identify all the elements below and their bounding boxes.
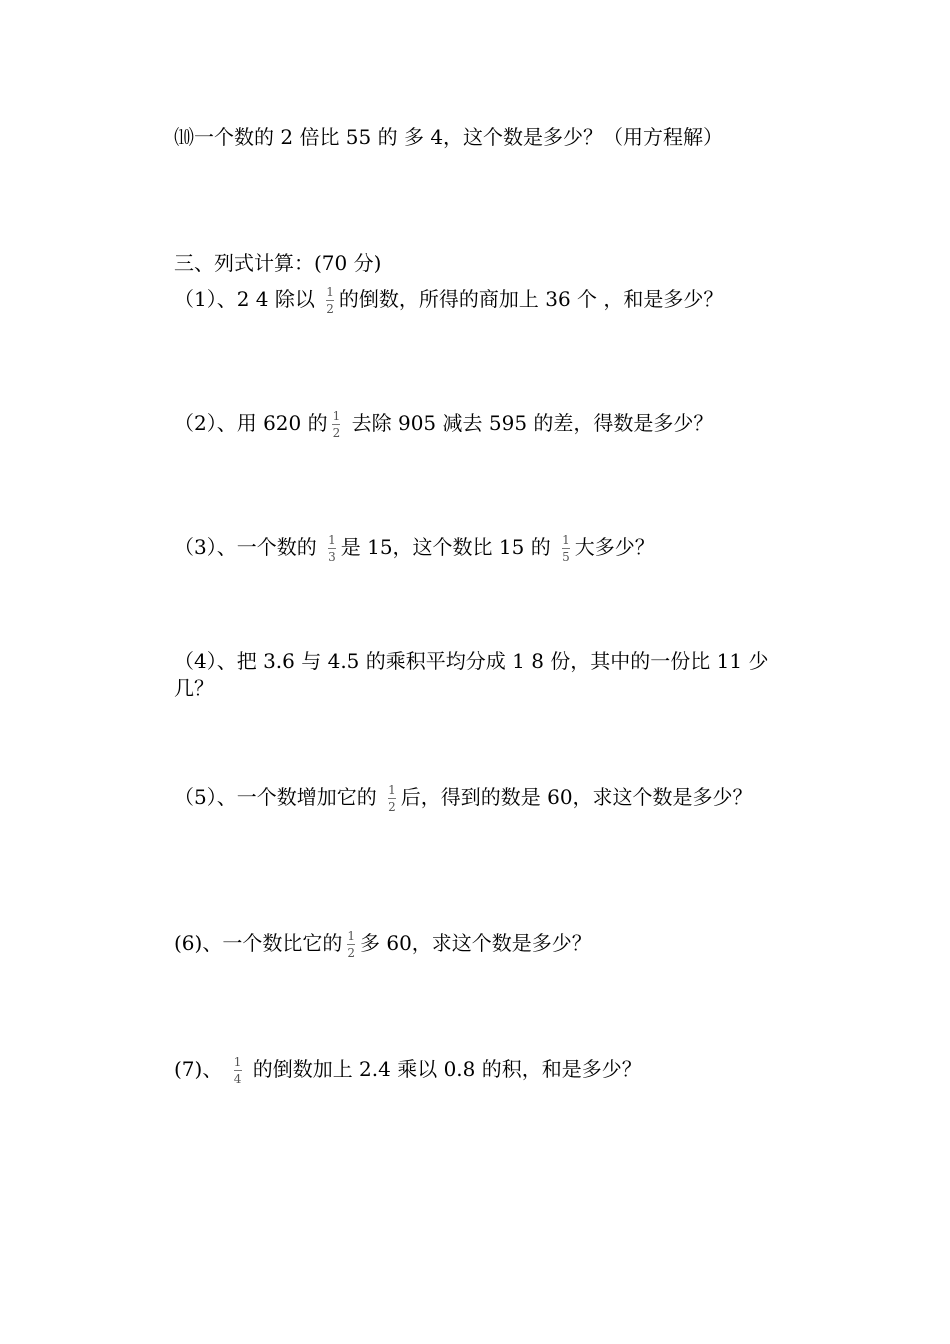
question-5 bbox=[174, 784, 753, 813]
question-4-line-2 bbox=[174, 675, 214, 701]
fraction-bar bbox=[332, 424, 340, 425]
fraction-bar bbox=[388, 798, 396, 799]
fraction-denominator: 2 bbox=[388, 800, 396, 814]
fraction-denominator: 3 bbox=[328, 550, 336, 564]
question-1 bbox=[174, 286, 723, 315]
fraction-1-2 bbox=[387, 784, 397, 813]
fraction-1-3 bbox=[327, 534, 337, 563]
fraction-bar bbox=[234, 1070, 242, 1071]
fraction-numerator: 1 bbox=[328, 533, 336, 547]
question-1-text-a: （1）、2 4 除以 bbox=[174, 287, 315, 311]
question-5-text-b: 后，得到的数是 60，求这个数是多少？ bbox=[400, 785, 753, 809]
question-10 bbox=[174, 124, 723, 150]
fraction-numerator: 1 bbox=[332, 409, 341, 423]
question-6-text-a: (6)、一个数比它的 bbox=[174, 931, 343, 955]
fraction-1-2 bbox=[325, 286, 335, 315]
question-6 bbox=[174, 930, 592, 959]
fraction-numerator: 1 bbox=[388, 783, 396, 797]
question-6-text-b: 多 60，求这个数是多少？ bbox=[359, 931, 592, 955]
question-2-text-b: 去除 905 减去 595 的差，得数是多少？ bbox=[351, 411, 714, 435]
fraction-1-4 bbox=[233, 1056, 243, 1085]
fraction-bar bbox=[347, 944, 355, 945]
fraction-1-2 bbox=[346, 930, 356, 959]
fraction-denominator: 2 bbox=[326, 302, 334, 316]
question-2-text-a: （2）、用 620 的 bbox=[174, 411, 328, 435]
question-2 bbox=[174, 410, 713, 439]
fraction-denominator: 5 bbox=[562, 550, 570, 564]
question-5-text-a: （5）、一个数增加它的 bbox=[174, 785, 377, 809]
fraction-1-2 bbox=[332, 410, 342, 439]
question-3 bbox=[174, 534, 655, 563]
section-3-heading bbox=[174, 250, 381, 276]
fraction-denominator: 2 bbox=[332, 426, 341, 440]
fraction-1-5 bbox=[561, 534, 571, 563]
question-4-text-line-1: （4）、把 3.6 与 4.5 的乘积平均分成 1 8 份，其中的一份比 11 少 bbox=[174, 649, 769, 673]
fraction-bar bbox=[562, 548, 570, 549]
fraction-denominator: 2 bbox=[347, 946, 355, 960]
question-1-text-b: 的倒数，所得的商加上 36 个 ，和是多少？ bbox=[338, 287, 724, 311]
question-7-text-a: (7)、 bbox=[174, 1057, 223, 1081]
question-3-text-b: 是 15，这个数比 15 的 bbox=[340, 535, 551, 559]
fraction-bar bbox=[326, 300, 334, 301]
fraction-numerator: 1 bbox=[562, 533, 570, 547]
question-10-text: ⑽一个数的 2 倍比 55 的 多 4，这个数是多少？（用方程解） bbox=[174, 125, 724, 149]
question-4-line-1 bbox=[174, 648, 768, 674]
section-3-heading-text: 三、列式计算：(70 分) bbox=[174, 251, 382, 275]
question-4-text-line-2: 几？ bbox=[174, 676, 214, 700]
question-7-text-b: 的倒数加上 2.4 乘以 0.8 的积，和是多少？ bbox=[252, 1057, 642, 1081]
question-7 bbox=[174, 1056, 642, 1085]
fraction-denominator: 4 bbox=[233, 1072, 242, 1086]
fraction-numerator: 1 bbox=[347, 929, 355, 943]
fraction-numerator: 1 bbox=[233, 1055, 242, 1069]
question-3-text-c: 大多少？ bbox=[574, 535, 655, 559]
question-3-text-a: （3）、一个数的 bbox=[174, 535, 317, 559]
fraction-numerator: 1 bbox=[326, 285, 334, 299]
fraction-bar bbox=[328, 548, 336, 549]
